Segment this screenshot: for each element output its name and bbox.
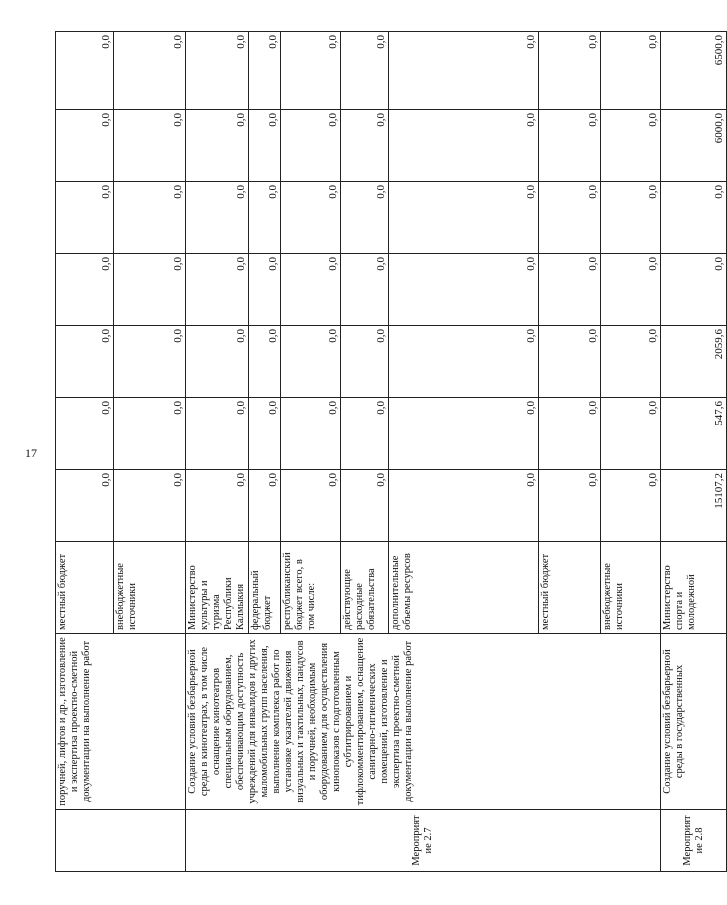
value-cell: 0,0: [389, 254, 539, 326]
value-cell: 0,0: [114, 398, 186, 470]
value-cell: 0,0: [281, 182, 341, 254]
value-cell: 0,0: [249, 398, 281, 470]
funding-source: федеральный бюджет: [249, 542, 281, 634]
value-cell: 0,0: [281, 398, 341, 470]
value-cell: 0,0: [56, 326, 114, 398]
value-cell: 0,0: [341, 32, 389, 110]
value-cell: 0,0: [186, 32, 249, 110]
value-cell: 0,0: [341, 470, 389, 542]
value-cell: 0,0: [601, 470, 661, 542]
value-cell: 0,0: [341, 182, 389, 254]
value-cell: 0,0: [114, 326, 186, 398]
value-cell: 0,0: [281, 32, 341, 110]
funding-source: Министерство спорта и молодежной: [661, 542, 727, 634]
funding-source: действующие расходные обязательства: [341, 542, 389, 634]
funding-source: местный бюджет: [56, 542, 114, 634]
value-cell: 0,0: [249, 254, 281, 326]
value-cell: 0,0: [661, 254, 727, 326]
funding-source: местный бюджет: [539, 542, 601, 634]
value-cell: 0,0: [114, 32, 186, 110]
funding-source: внебюджетные источники: [601, 542, 661, 634]
value-cell: 0,0: [539, 32, 601, 110]
value-cell: 0,0: [114, 110, 186, 182]
funding-table: [55, 31, 727, 872]
value-cell: 0,0: [601, 398, 661, 470]
funding-source: республиканский бюджет всего, в том числе:: [281, 542, 341, 634]
value-cell: 0,0: [56, 182, 114, 254]
value-cell: 6500,0: [661, 32, 727, 110]
measure-description: Создание условий безбарьерной среды в государственных: [661, 634, 727, 810]
value-cell: 0,0: [341, 398, 389, 470]
measure-description: Создание условий безбарьерной среды в кинотеатрах, в том числе оснащение кинотеатров специальным оборудованием, обеспечивающим доступность учреждений для инвалидов и других маломобильных групп населения, выполнение комплекса работ по установке указателей движения визуальных и тактильных, пандусов и поручней, необходимым оборудованием для осуществления кинопоказов с подготовленным субтитрированием и тифлокомментированием, оснащение санитарно-гигиенических помещений, изготовление и экспертиза проектно-сметной документации на выполнение работ: [186, 634, 661, 810]
value-cell: 0,0: [601, 32, 661, 110]
funding-source: Министерство культуры и туризма Республики Калмыкия: [186, 542, 249, 634]
value-cell: 0,0: [601, 182, 661, 254]
value-cell: 0,0: [186, 326, 249, 398]
value-cell: 0,0: [249, 32, 281, 110]
measure-id-cell: Мероприятие 2.7: [186, 810, 661, 872]
measure-description: поручней, лифтов и др., изготовление и экспертиза проектно-сметной документации на выполнение работ: [56, 634, 186, 810]
value-cell: 0,0: [186, 470, 249, 542]
value-cell: 0,0: [389, 32, 539, 110]
value-cell: 0,0: [539, 110, 601, 182]
value-cell: 0,0: [114, 254, 186, 326]
page-number: 17: [25, 446, 37, 460]
value-cell: 0,0: [389, 110, 539, 182]
value-cell: 0,0: [114, 182, 186, 254]
value-cell: 0,0: [56, 470, 114, 542]
value-cell: 6000,0: [661, 110, 727, 182]
value-cell: 0,0: [281, 254, 341, 326]
value-cell: 15107,2: [661, 470, 727, 542]
value-cell: 0,0: [661, 182, 727, 254]
value-cell: 0,0: [56, 398, 114, 470]
value-cell: 0,0: [539, 254, 601, 326]
value-cell: 0,0: [539, 470, 601, 542]
value-cell: 0,0: [389, 470, 539, 542]
value-cell: 0,0: [341, 110, 389, 182]
value-cell: 0,0: [601, 254, 661, 326]
value-cell: 2059,6: [661, 326, 727, 398]
value-cell: 0,0: [389, 182, 539, 254]
value-cell: 0,0: [249, 110, 281, 182]
value-cell: 0,0: [56, 254, 114, 326]
value-cell: 0,0: [281, 110, 341, 182]
value-cell: 0,0: [389, 398, 539, 470]
value-cell: 0,0: [601, 326, 661, 398]
value-cell: 0,0: [341, 326, 389, 398]
measure-id-cell: Мероприятие 2.8: [661, 810, 727, 872]
value-cell: 0,0: [539, 182, 601, 254]
value-cell: 0,0: [186, 254, 249, 326]
table-row: [186, 32, 249, 872]
value-cell: 0,0: [114, 470, 186, 542]
value-cell: 0,0: [56, 32, 114, 110]
value-cell: 0,0: [601, 110, 661, 182]
table-row: [56, 32, 114, 872]
value-cell: 0,0: [56, 110, 114, 182]
value-cell: 0,0: [539, 326, 601, 398]
value-cell: 0,0: [186, 110, 249, 182]
value-cell: 547,6: [661, 398, 727, 470]
value-cell: 0,0: [186, 182, 249, 254]
value-cell: 0,0: [281, 326, 341, 398]
value-cell: 0,0: [186, 398, 249, 470]
value-cell: 0,0: [389, 326, 539, 398]
funding-source: дополнительные объемы ресурсов: [389, 542, 539, 634]
rotated-page: [55, 32, 725, 872]
value-cell: 0,0: [341, 254, 389, 326]
measure-id-cell: [56, 810, 186, 872]
table-row: [661, 32, 727, 872]
value-cell: 0,0: [249, 182, 281, 254]
funding-source: внебюджетные источники: [114, 542, 186, 634]
value-cell: 0,0: [249, 470, 281, 542]
value-cell: 0,0: [249, 326, 281, 398]
value-cell: 0,0: [281, 470, 341, 542]
value-cell: 0,0: [539, 398, 601, 470]
